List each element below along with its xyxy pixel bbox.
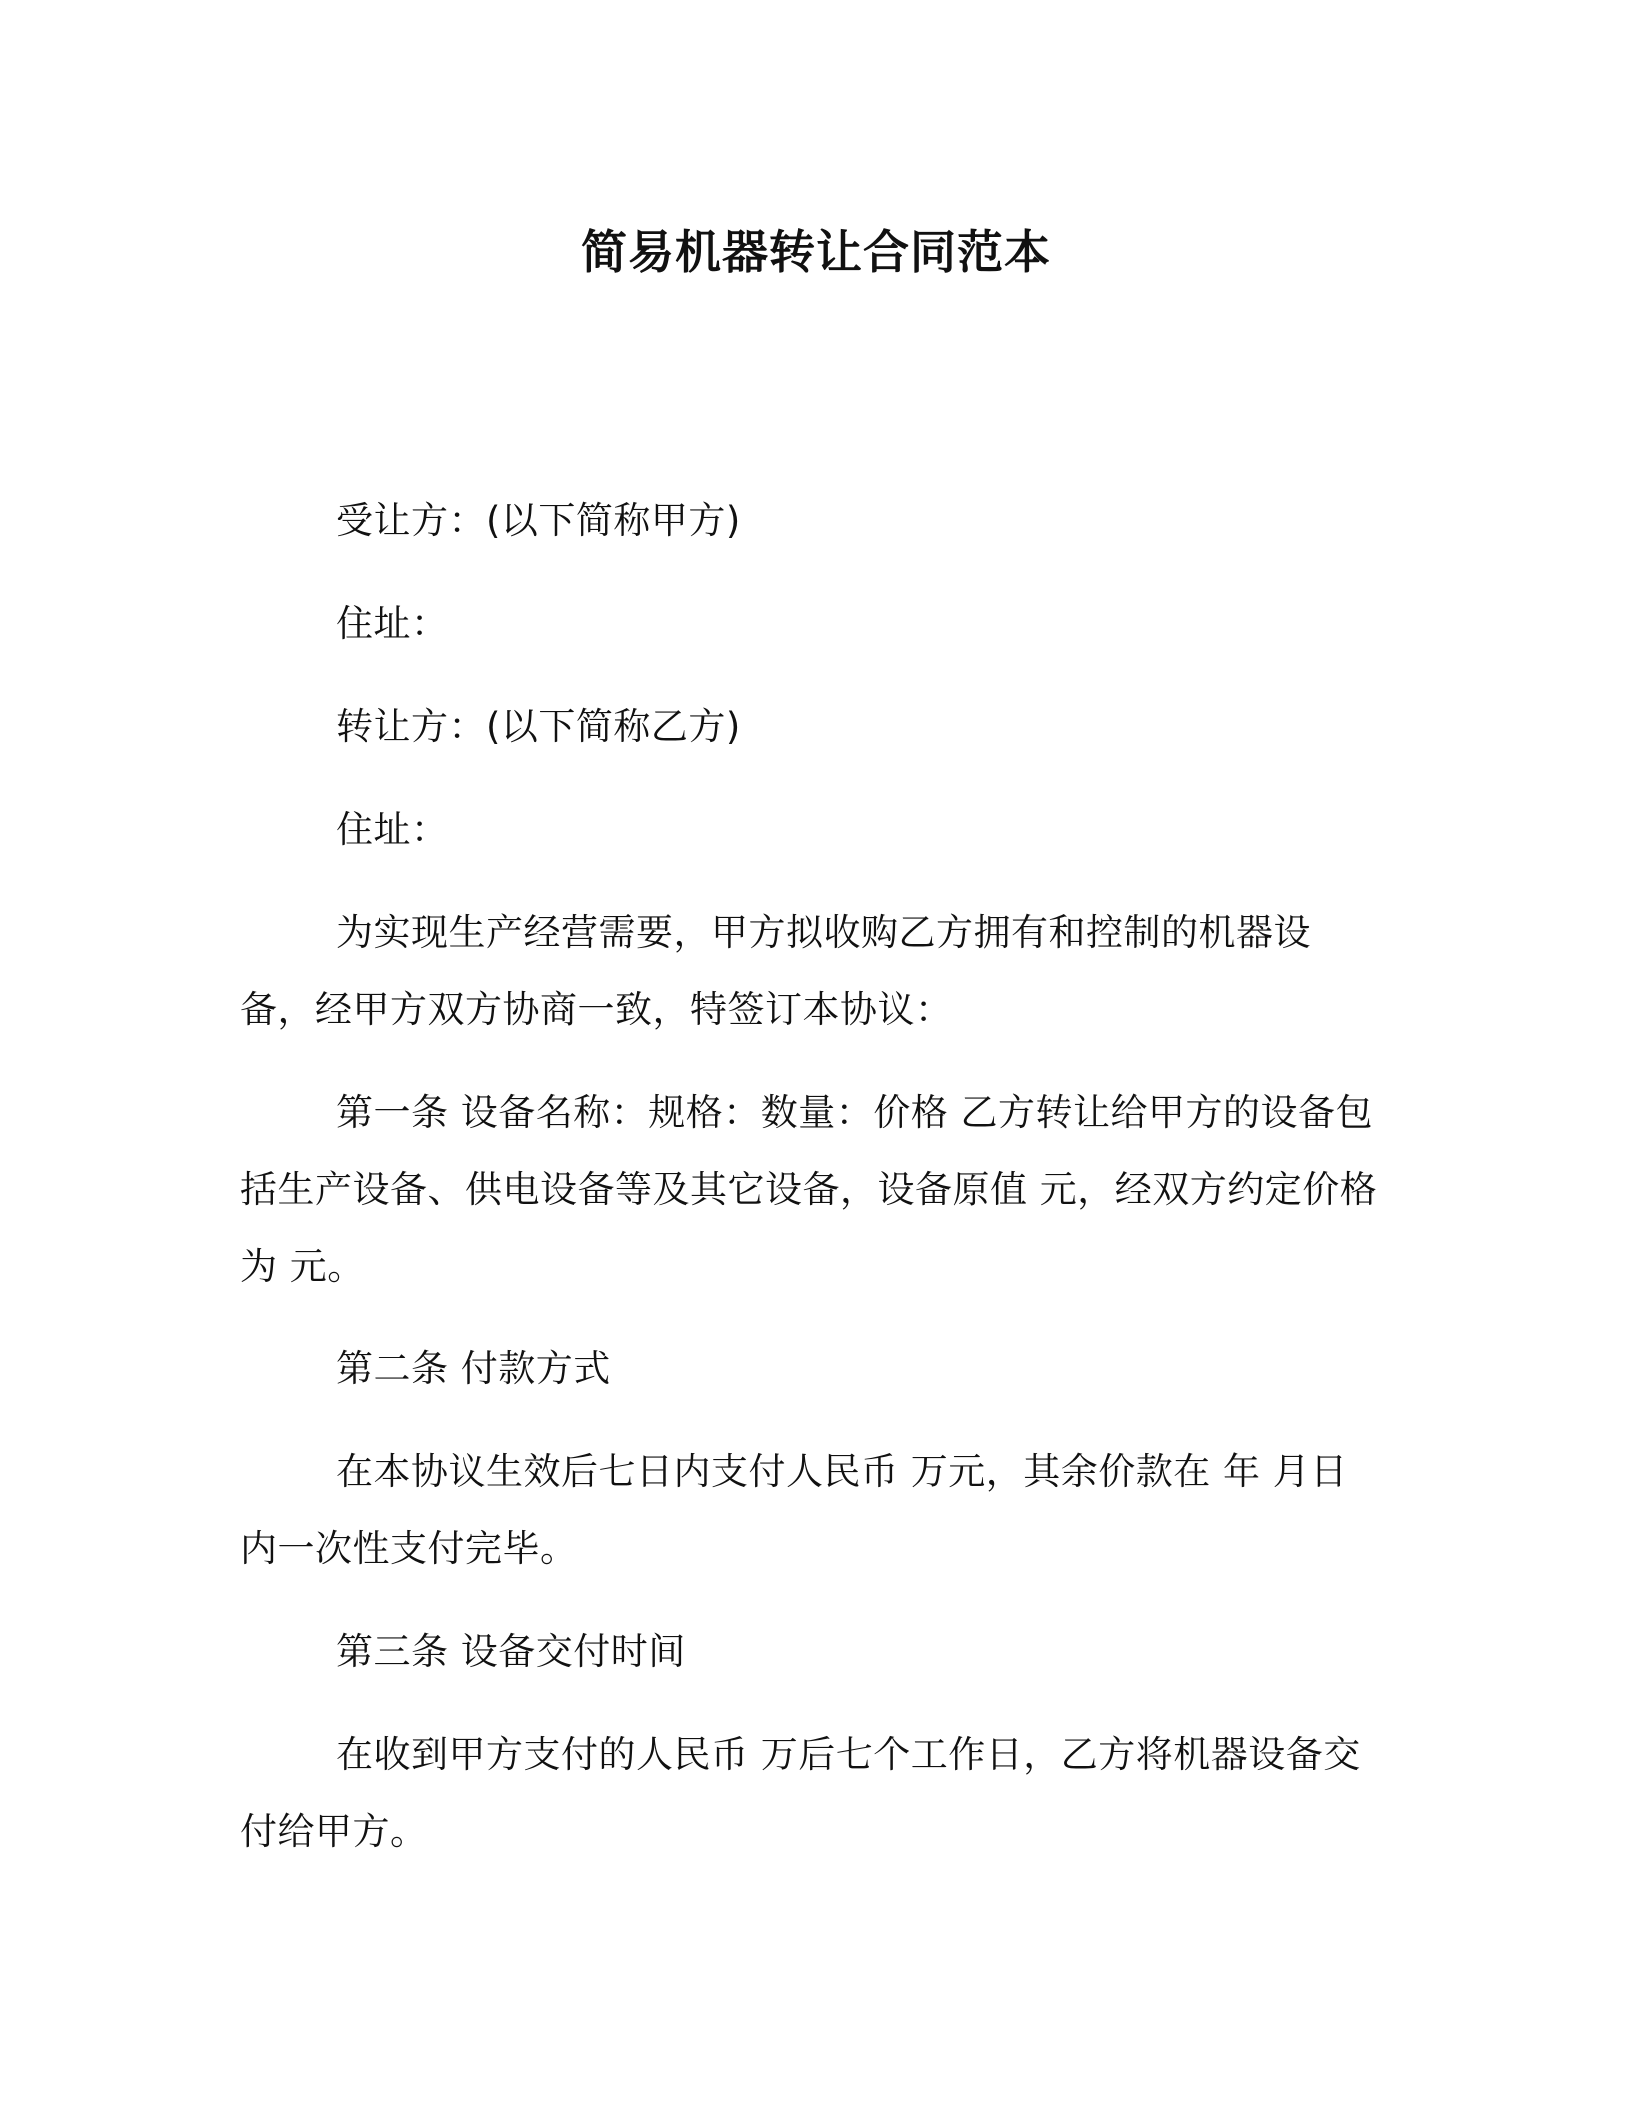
document-title: 简易机器转让合同范本 bbox=[581, 225, 1051, 279]
paragraph-article-2-body: 在本协议生效后七日内支付人民币 万元，其余价款在 年 月日内一次性支付完毕。 bbox=[240, 1450, 1348, 1570]
paragraph-transferee: 受让方：(以下简称甲方) bbox=[336, 499, 741, 542]
paragraph-article-2-heading: 第二条 付款方式 bbox=[336, 1347, 611, 1390]
paragraph-transferee-address: 住址： bbox=[336, 602, 449, 645]
paragraph-transferor: 转让方：(以下简称乙方) bbox=[336, 705, 741, 748]
paragraph-preamble: 为实现生产经营需要，甲方拟收购乙方拥有和控制的机器设备，经甲方双方协商一致，特签订本协议： bbox=[240, 911, 1311, 1031]
paragraph-article-3-heading: 第三条 设备交付时间 bbox=[336, 1630, 686, 1673]
paragraph-article-3-body: 在收到甲方支付的人民币 万后七个工作日，乙方将机器设备交付给甲方。 bbox=[240, 1733, 1361, 1853]
paragraph-article-1: 第一条 设备名称：规格：数量：价格 乙方转让给甲方的设备包括生产设备、供电设备等及其它设备，设备原值 元，经双方约定价格为 元。 bbox=[240, 1091, 1378, 1288]
paragraph-transferor-address: 住址： bbox=[336, 808, 449, 851]
